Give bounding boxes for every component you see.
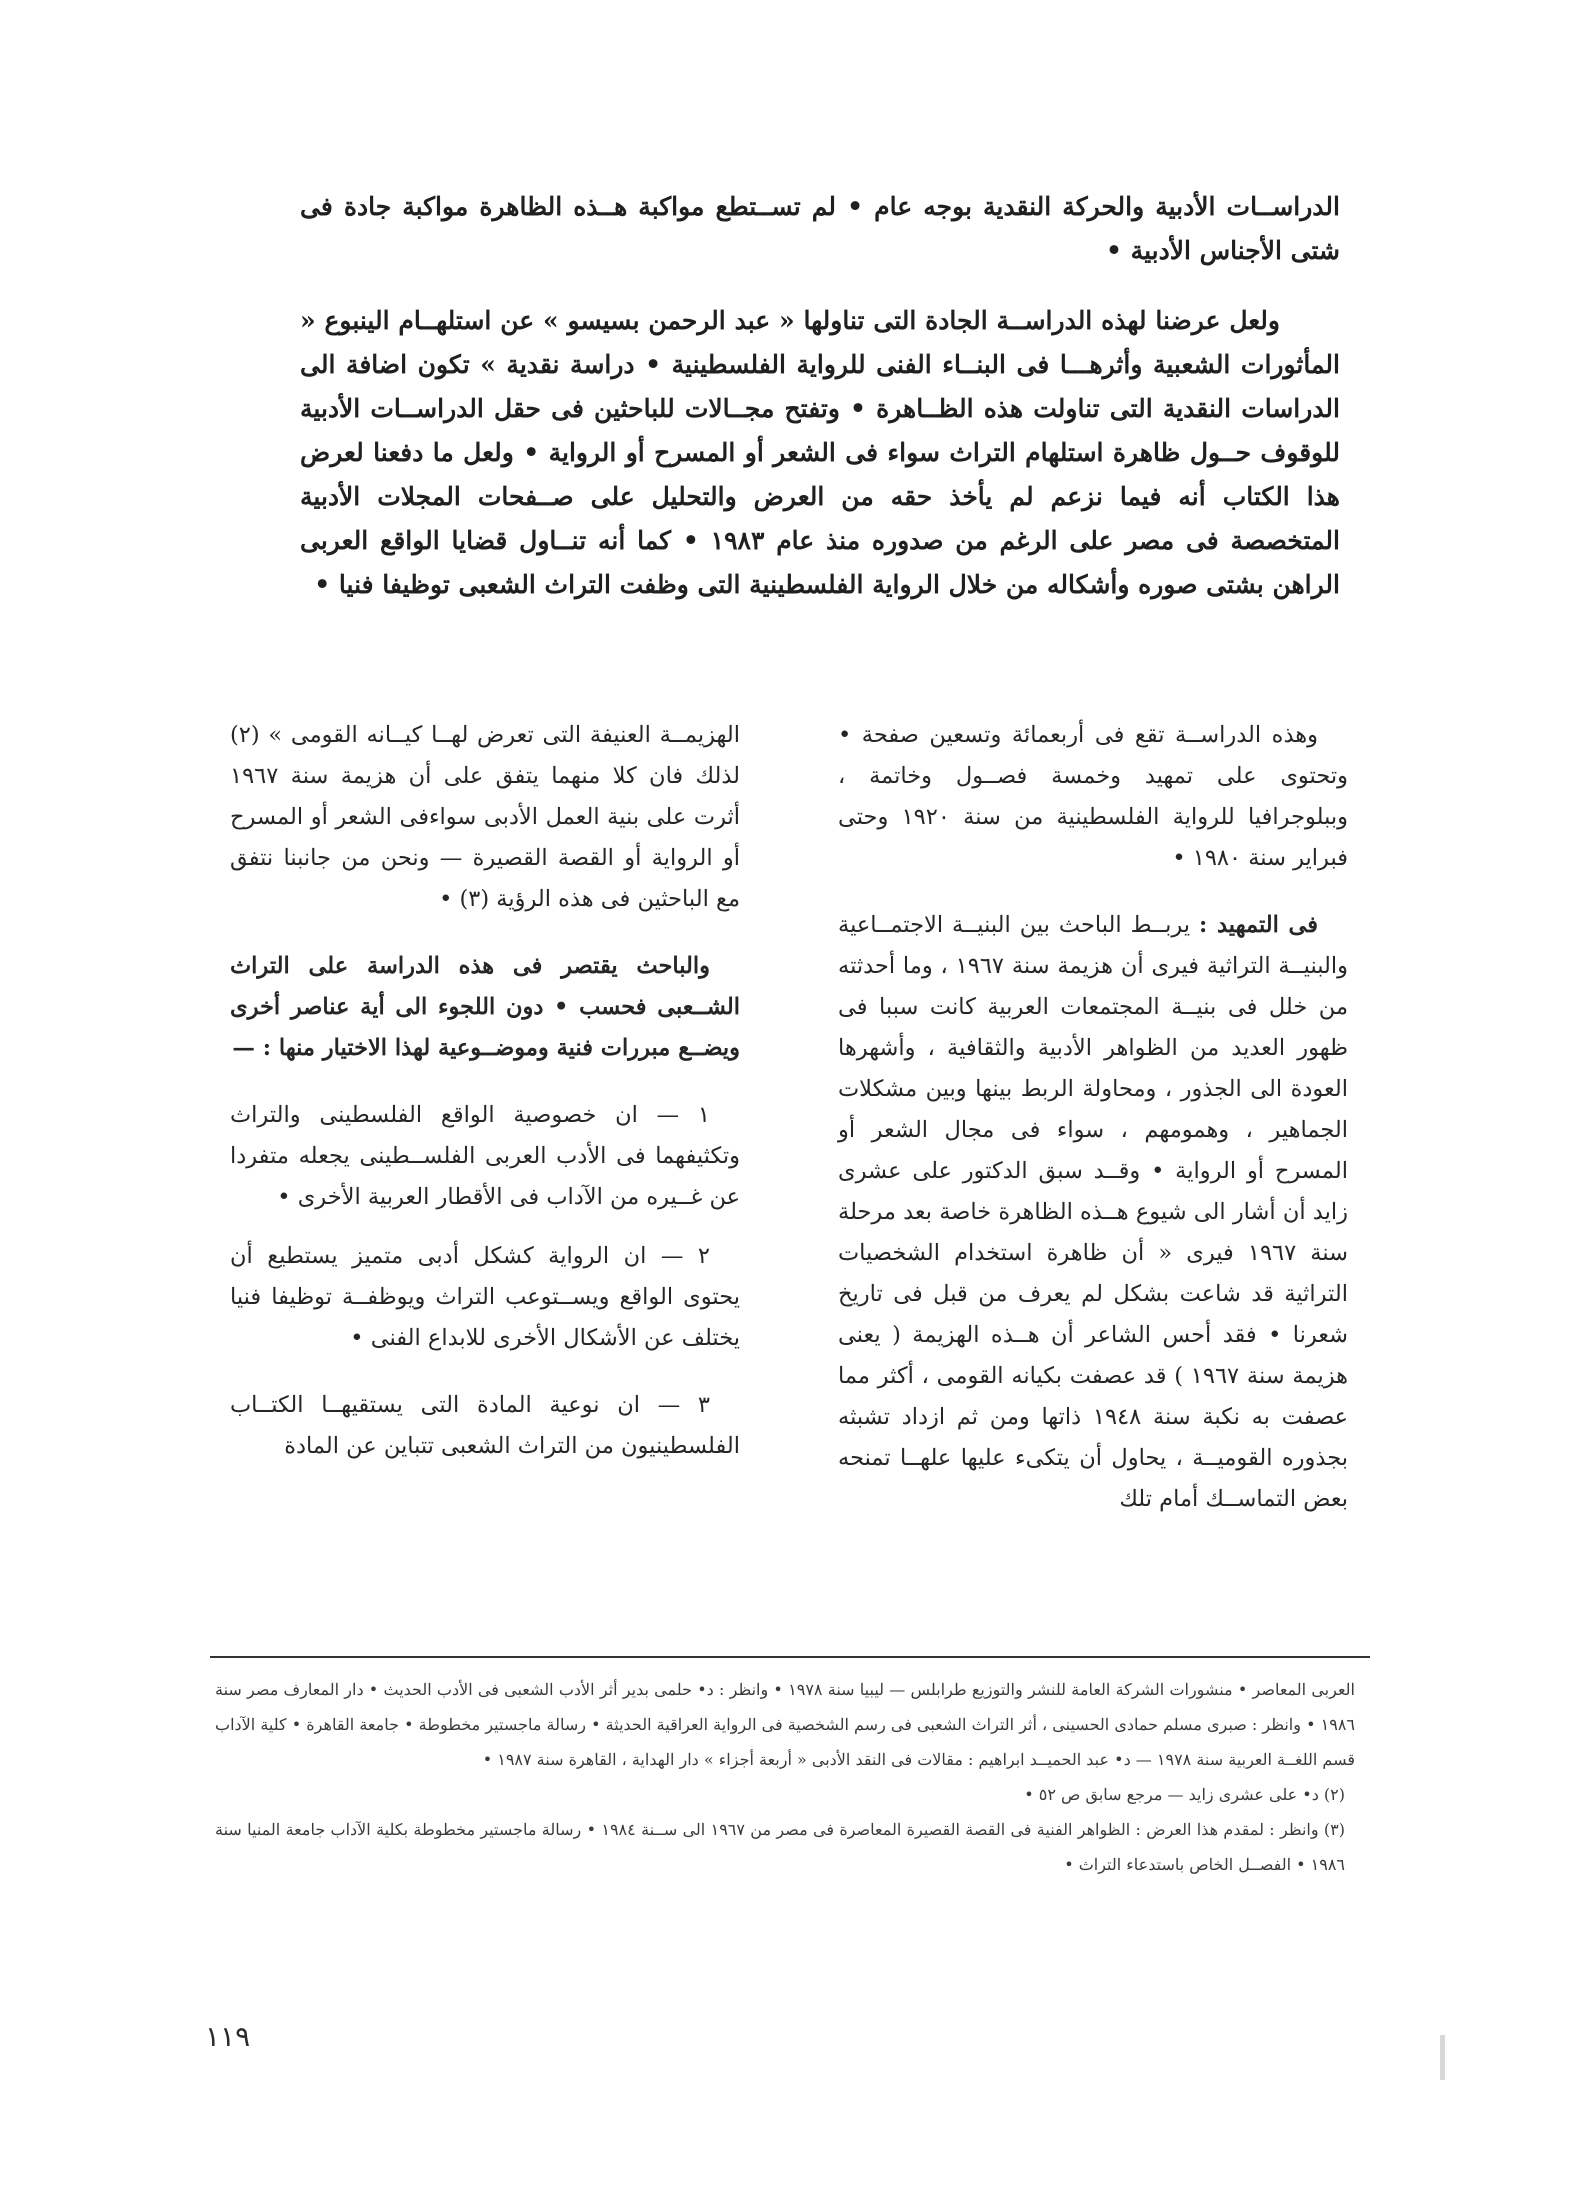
left-column-item-2: ٢ — ان الرواية كشكل أدبى متميز يستطيع أن يحتوى الواقع ويســتوعب التراث ويوظفــة توظيفا فنيا يختلف عن الأشكال الأخرى للابداع الفنى •: [230, 1243, 740, 1351]
tamheed-heading: فى التمهيد :: [1199, 912, 1318, 938]
left-column-paragraph-1: الهزيمــة العنيفة التى تعرض لهــا كيــانه القومى » (٢) لذلك فان كلا منهما يتفق على أن هزيمة سنة ١٩٦٧ أثرت على بنية العمل الأدبى سواءفى الشعر أو المسرح أو الرواية أو القصة القصيرة — ونحن من جانبنا نتفق مع الباحثين فى هذه الرؤية (٣) •: [230, 722, 740, 912]
right-column-paragraph-2: [838, 905, 1348, 1520]
left-column-item-3: ٣ — ان نوعية المادة التى يستقيهــا الكتــاب الفلسطينيون من التراث الشعبى تتباين عن المادة: [230, 1392, 740, 1459]
footnotes-section: [215, 1672, 1355, 1882]
intro-section: [300, 185, 1340, 633]
footnote-divider: [210, 1656, 1370, 1658]
left-column: [230, 715, 740, 1485]
footnote-2: (٢) د• على عشرى زايد — مرجع سابق ص ٥٢ •: [1024, 1785, 1345, 1804]
right-column: [838, 715, 1348, 1538]
page-number: ١١٩: [205, 2020, 251, 2053]
right-column-paragraph-1: وهذه الدراســة تقع فى أربعمائة وتسعين صفحة • وتحتوى على تمهيد وخمسة فصــول وخاتمة ، وببلوجرافيا للرواية الفلسطينية من سنة ١٩٢٠ وحتى فبراير سنة ١٩٨٠ •: [838, 722, 1348, 871]
footnote-1-continuation: العربى المعاصر • منشورات الشركة العامة للنشر والتوزيع طرابلس — ليبيا سنة ١٩٧٨ • وانظر : د• حلمى بدير أثر الأدب الشعبى فى الأدب الحديث • دار المعارف مصر سنة ١٩٨٦ • وانظر : صبرى مسلم حمادى الحسينى ، أثر التراث الشعبى فى رسم الشخصية فى الرواية العراقية الحديثة • رسالة ماجستير مخطوطة • جامعة القاهرة • كلية الآداب قسم اللغــة العربية سنة ١٩٧٨ — د• عبد الحميــد ابراهيم : مقالات فى النقد الأدبى « أربعة أجزاء » دار الهداية ، القاهرة سنة ١٩٨٧ •: [215, 1680, 1356, 1769]
tamheed-body: يربــط الباحث بين البنيــة الاجتمــاعية والبنيــة التراثية فيرى أن هزيمة سنة ١٩٦٧ ، وما أحدثته من خلل فى بنيــة المجتمعات العربية كانت سببا فى ظهور العديد من الظواهر الأدبية والثقافية ، وأشهرها العودة الى الجذور ، ومحاولة الربط بينها وبين مشكلات الجماهير ، وهمومهم ، سواء فى مجال الشعر أو المسرح أو الرواية • وقــد سبق الدكتور على عشرى زايد أن أشار الى شيوع هــذه الظاهرة خاصة بعد مرحلة سنة ١٩٦٧ فيرى « أن ظاهرة استخدام الشخصيات التراثية قد شاعت بشكل لم يعرف من قبل فى تاريخ شعرنا • فقد أحس الشاعر أن هــذه الهزيمة ( يعنى هزيمة سنة ١٩٦٧ ) قد عصفت بكيانه القومى ، أكثر مما عصفت به نكبة سنة ١٩٤٨ ذاتها ومن ثم ازداد تشبثه بجذوره القوميــة ، يحاول أن يتكىء عليها علهــا تمنحه بعض التماســك أمام تلك: [838, 912, 1349, 1512]
footnote-3: (٣) وانظر : لمقدم هذا العرض : الظواهر الفنية فى القصة القصيرة المعاصرة فى مصر من ١٩٦٧ الى ســنة ١٩٨٤ • رسالة ماجستير مخطوطة بكلية الآداب جامعة المنيا سنة ١٩٨٦ • الفصــل الخاص باستدعاء التراث •: [215, 1820, 1346, 1874]
scan-edge-mark: [1440, 2035, 1445, 2080]
intro-paragraph-2: ولعل عرضنا لهذه الدراســة الجادة التى تناولها « عبد الرحمن بسيسو » عن استلهــام الينبوع « المأثورات الشعبية وأثرهـــا فى البنــاء الفنى للرواية الفلسطينية • دراسة نقدية » تكون اضافة الى الدراسات النقدية التى تناولت هذه الظــاهرة • وتفتح مجــالات للباحثين فى حقل الدراســات الأدبية للوقوف حــول ظاهرة استلهام التراث سواء فى الشعر أو المسرح أو الرواية • ولعل ما دفعنا لعرض هذا الكتاب أنه فيما نزعم لم يأخذ حقه من العرض والتحليل على صــفحات المجلات الأدبية المتخصصة فى مصر على الرغم من صدوره منذ عام ١٩٨٣ • كما أنه تنــاول قضايا الواقع العربى الراهن بشتى صوره وأشكاله من خلال الرواية الفلسطينية التى وظفت التراث الشعبى توظيفا فنيا •: [300, 306, 1340, 599]
left-column-item-1: ١ — ان خصوصية الواقع الفلسطينى والتراث وتكثيفهما فى الأدب العربى الفلســطينى يجعله متفردا عن غــيره من الآداب فى الأقطار العربية الأخرى •: [230, 1102, 740, 1210]
intro-paragraph-1: الدراســات الأدبية والحركة النقدية بوجه عام • لم تســتطع مواكبة هــذه الظاهرة مواكبة جادة فى شتى الأجناس الأدبية •: [300, 192, 1340, 265]
left-column-paragraph-2: والباحث يقتصر فى هذه الدراسة على التراث الشــعبى فحسب • دون اللجوء الى أية عناصر أخرى ويضــع مبررات فنية وموضــوعية لهذا الاختيار منها : —: [230, 953, 740, 1061]
